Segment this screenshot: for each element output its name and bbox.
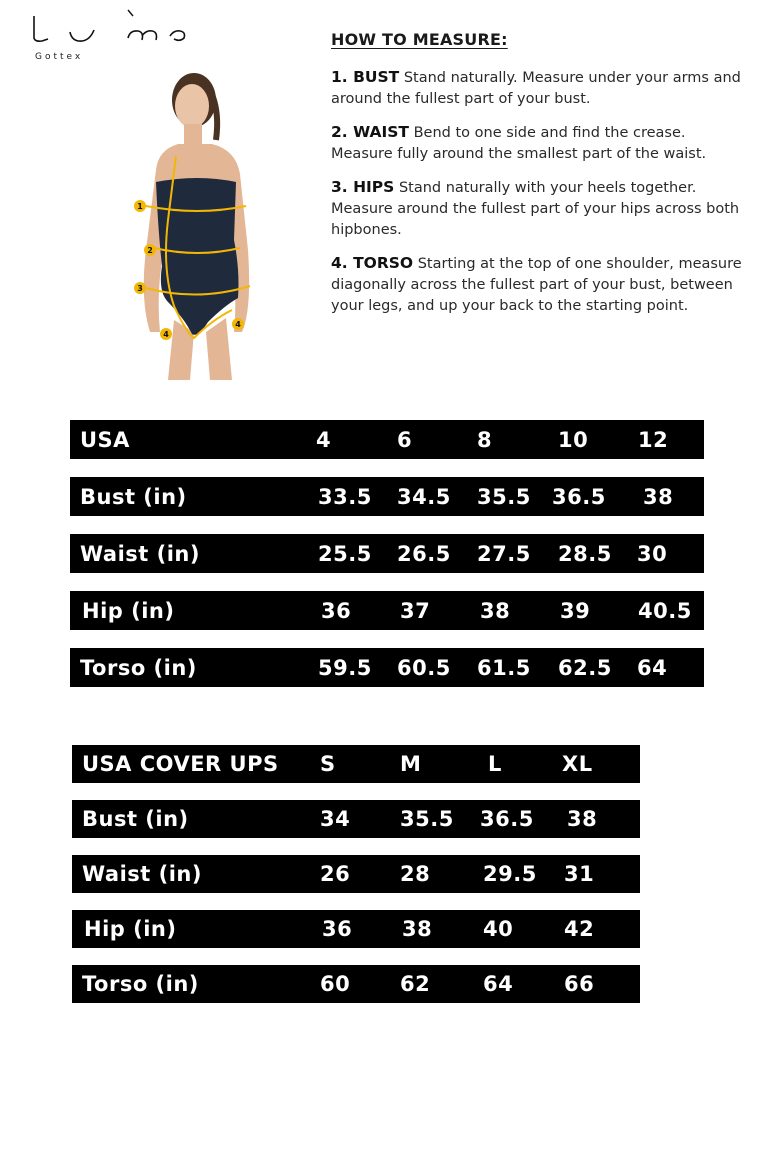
step-hips xyxy=(331,177,751,241)
row-label: Bust (in) xyxy=(82,807,189,831)
cell: 38 xyxy=(567,807,598,831)
cell: 61.5 xyxy=(477,655,531,680)
row-label: Waist (in) xyxy=(80,541,200,566)
row-label: Bust (in) xyxy=(80,484,187,509)
cell: 4 xyxy=(316,427,332,452)
table-row xyxy=(70,477,704,516)
table-row xyxy=(72,910,640,948)
cell: 35.5 xyxy=(400,807,454,831)
step-waist xyxy=(331,122,751,165)
cell: XL xyxy=(562,752,593,776)
cell: 36.5 xyxy=(552,484,606,509)
cell: 62.5 xyxy=(558,655,612,680)
table-row xyxy=(70,591,704,630)
row-label: USA COVER UPS xyxy=(82,752,279,776)
marker-3: 3 xyxy=(137,284,143,293)
step-text: Stand naturally with your heels together. Measure around the fullest part of your hips across both hipbones. xyxy=(331,180,740,238)
cell: 38 xyxy=(402,917,433,941)
row-label: Waist (in) xyxy=(82,862,202,886)
cell: 42 xyxy=(564,917,595,941)
marker-1: 1 xyxy=(137,202,143,211)
coverups-size-table xyxy=(72,745,640,1020)
row-label: Hip (in) xyxy=(84,917,177,941)
cell: 36 xyxy=(321,598,352,623)
table-row xyxy=(72,965,640,1003)
table-row xyxy=(70,534,704,573)
table-row xyxy=(72,855,640,893)
cell: 12 xyxy=(638,427,669,452)
step-torso xyxy=(331,253,751,317)
cell: 28 xyxy=(400,862,431,886)
cell: 38 xyxy=(480,598,511,623)
cell: 60.5 xyxy=(397,655,451,680)
step-text: Starting at the top of one shoulder, measure diagonally across the fullest part of your bust, between your legs, and up your back to the starting point. xyxy=(331,256,742,314)
step-label: 3. HIPS xyxy=(331,178,395,196)
step-text: Bend to one side and find the crease. Measure fully around the smallest part of the waist. xyxy=(331,125,707,162)
marker-2: 2 xyxy=(147,246,153,255)
cell: 66 xyxy=(564,972,595,996)
row-label: Torso (in) xyxy=(80,655,197,680)
cell: 59.5 xyxy=(318,655,372,680)
cell: 26.5 xyxy=(397,541,451,566)
cell: 39 xyxy=(560,598,591,623)
cell: 26 xyxy=(320,862,351,886)
cell: 64 xyxy=(483,972,514,996)
cell: 8 xyxy=(477,427,493,452)
cell: 38 xyxy=(643,484,674,509)
step-label: 4. TORSO xyxy=(331,254,414,272)
cell: 6 xyxy=(397,427,413,452)
cell: 31 xyxy=(564,862,595,886)
marker-4a: 4 xyxy=(163,330,169,339)
cell: 30 xyxy=(637,541,668,566)
brand-subtitle: Gottex xyxy=(35,52,84,62)
table-row xyxy=(72,745,640,783)
cell: 33.5 xyxy=(318,484,372,509)
cell: 27.5 xyxy=(477,541,531,566)
cell: 35.5 xyxy=(477,484,531,509)
cell: 25.5 xyxy=(318,541,372,566)
table-row xyxy=(70,420,704,459)
cell: 10 xyxy=(558,427,589,452)
cell: 40.5 xyxy=(638,598,692,623)
row-label: USA xyxy=(80,427,130,452)
row-label: Hip (in) xyxy=(82,598,175,623)
how-to-measure-title: HOW TO MEASURE: xyxy=(331,30,508,49)
brand-logo xyxy=(30,8,190,68)
model-illustration xyxy=(128,70,268,382)
cell: 37 xyxy=(400,598,431,623)
cell: 36.5 xyxy=(480,807,534,831)
table-row xyxy=(72,800,640,838)
swim-size-table xyxy=(70,420,704,705)
cell: 34.5 xyxy=(397,484,451,509)
cell: 64 xyxy=(637,655,668,680)
cell: 28.5 xyxy=(558,541,612,566)
table-row xyxy=(70,648,704,687)
cell: 40 xyxy=(483,917,514,941)
cell: 60 xyxy=(320,972,351,996)
row-label: Torso (in) xyxy=(82,972,199,996)
step-label: 2. WAIST xyxy=(331,123,409,141)
cell: 62 xyxy=(400,972,431,996)
step-label: 1. BUST xyxy=(331,68,400,86)
cell: 36 xyxy=(322,917,353,941)
cell: M xyxy=(400,752,422,776)
step-text: Stand naturally. Measure under your arms and around the fullest part of your bust. xyxy=(331,70,741,107)
cell: S xyxy=(320,752,336,776)
marker-4b: 4 xyxy=(235,320,241,329)
step-bust xyxy=(331,67,751,110)
cell: 34 xyxy=(320,807,351,831)
luma-logo-icon xyxy=(30,8,190,48)
cell: 29.5 xyxy=(483,862,537,886)
cell: L xyxy=(488,752,502,776)
how-to-measure-section xyxy=(331,30,751,329)
